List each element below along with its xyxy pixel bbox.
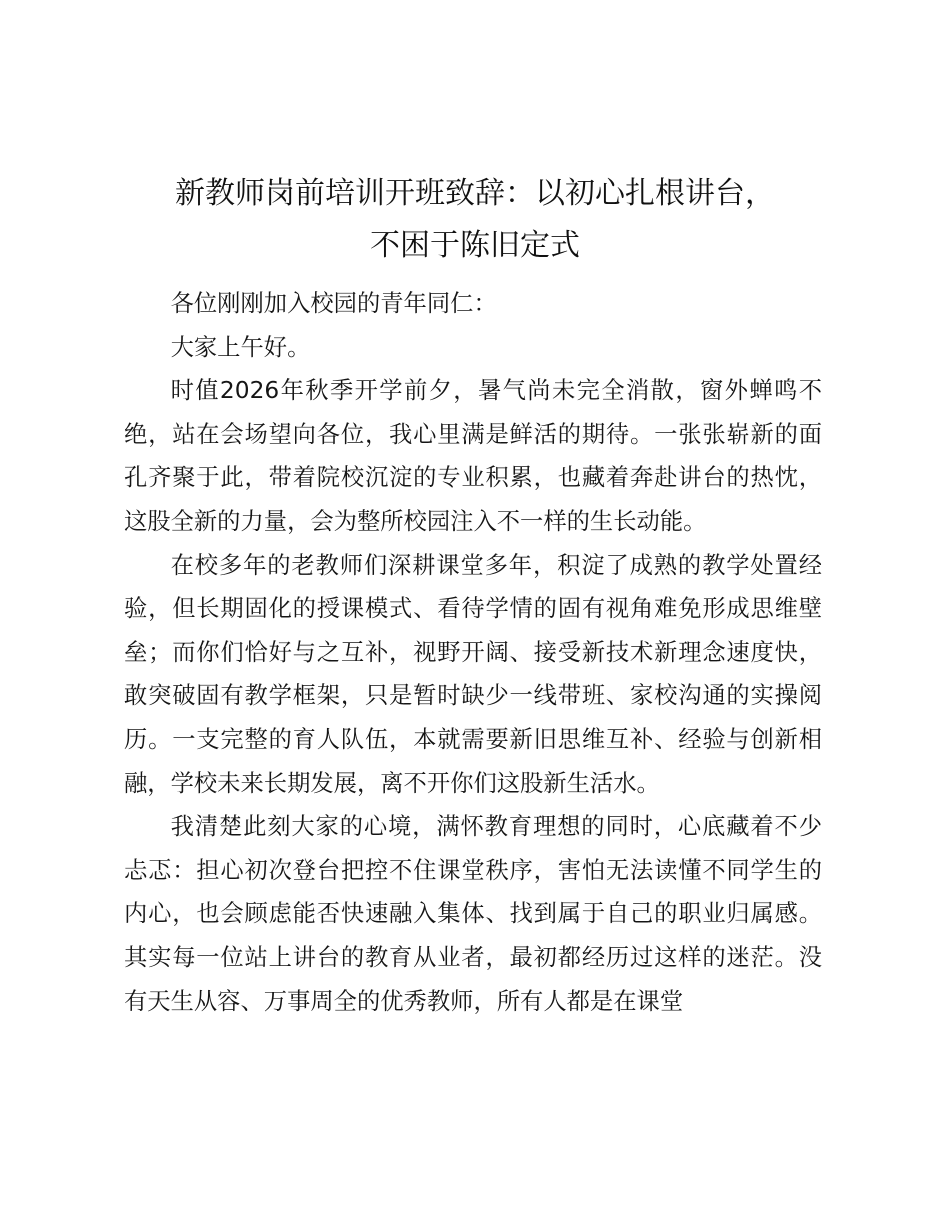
- salutation-paragraph: 各位刚刚加入校园的青年同仁：: [170, 290, 497, 317]
- document-body: [124, 282, 822, 1023]
- title-line-1: 新教师岗前培训开班致辞：以初心扎根讲台，: [175, 176, 775, 211]
- greeting-paragraph: 大家上午好。: [170, 333, 311, 361]
- body-paragraph-1: 时值2026年秋季开学前夕，暑气尚未完全消散，窗外蝉鸣不绝，站在会场望向各位，我心里满是鲜活的期待。一张张崭新的面孔齐聚于此，带着院校沉淀的专业积累，也藏着奔赴讲台的热忱，这股全新的力量，会为整所校园注入不一样的生长动能。: [124, 377, 822, 535]
- document-title: [120, 168, 830, 272]
- body-paragraph-3: 我清楚此刻大家的心境，满怀教育理想的同时，心底藏着不少忐忑：担心初次登台把控不住课堂秩序，害怕无法读懂不同学生的内心，也会顾虑能否快速融入集体、找到属于自己的职业归属感。其实每一位站上讲台的教育从业者，最初都经历过这样的迷茫。没有天生从容、万事周全的优秀教师，所有人都是在课堂: [124, 813, 822, 1015]
- title-line-2: 不困于陈旧定式: [370, 228, 580, 263]
- body-paragraph-2: 在校多年的老教师们深耕课堂多年，积淀了成熟的教学处置经验，但长期固化的授课模式、看待学情的固有视角难免形成思维壁垒；而你们恰好与之互补，视野开阔、接受新技术新理念速度快，敢突破固有教学框架，只是暂时缺少一线带班、家校沟通的实操阅历。一支完整的育人队伍，本就需要新旧思维互补、经验与创新相融，学校未来长期发展，离不开你们这股新生活水。: [124, 551, 822, 797]
